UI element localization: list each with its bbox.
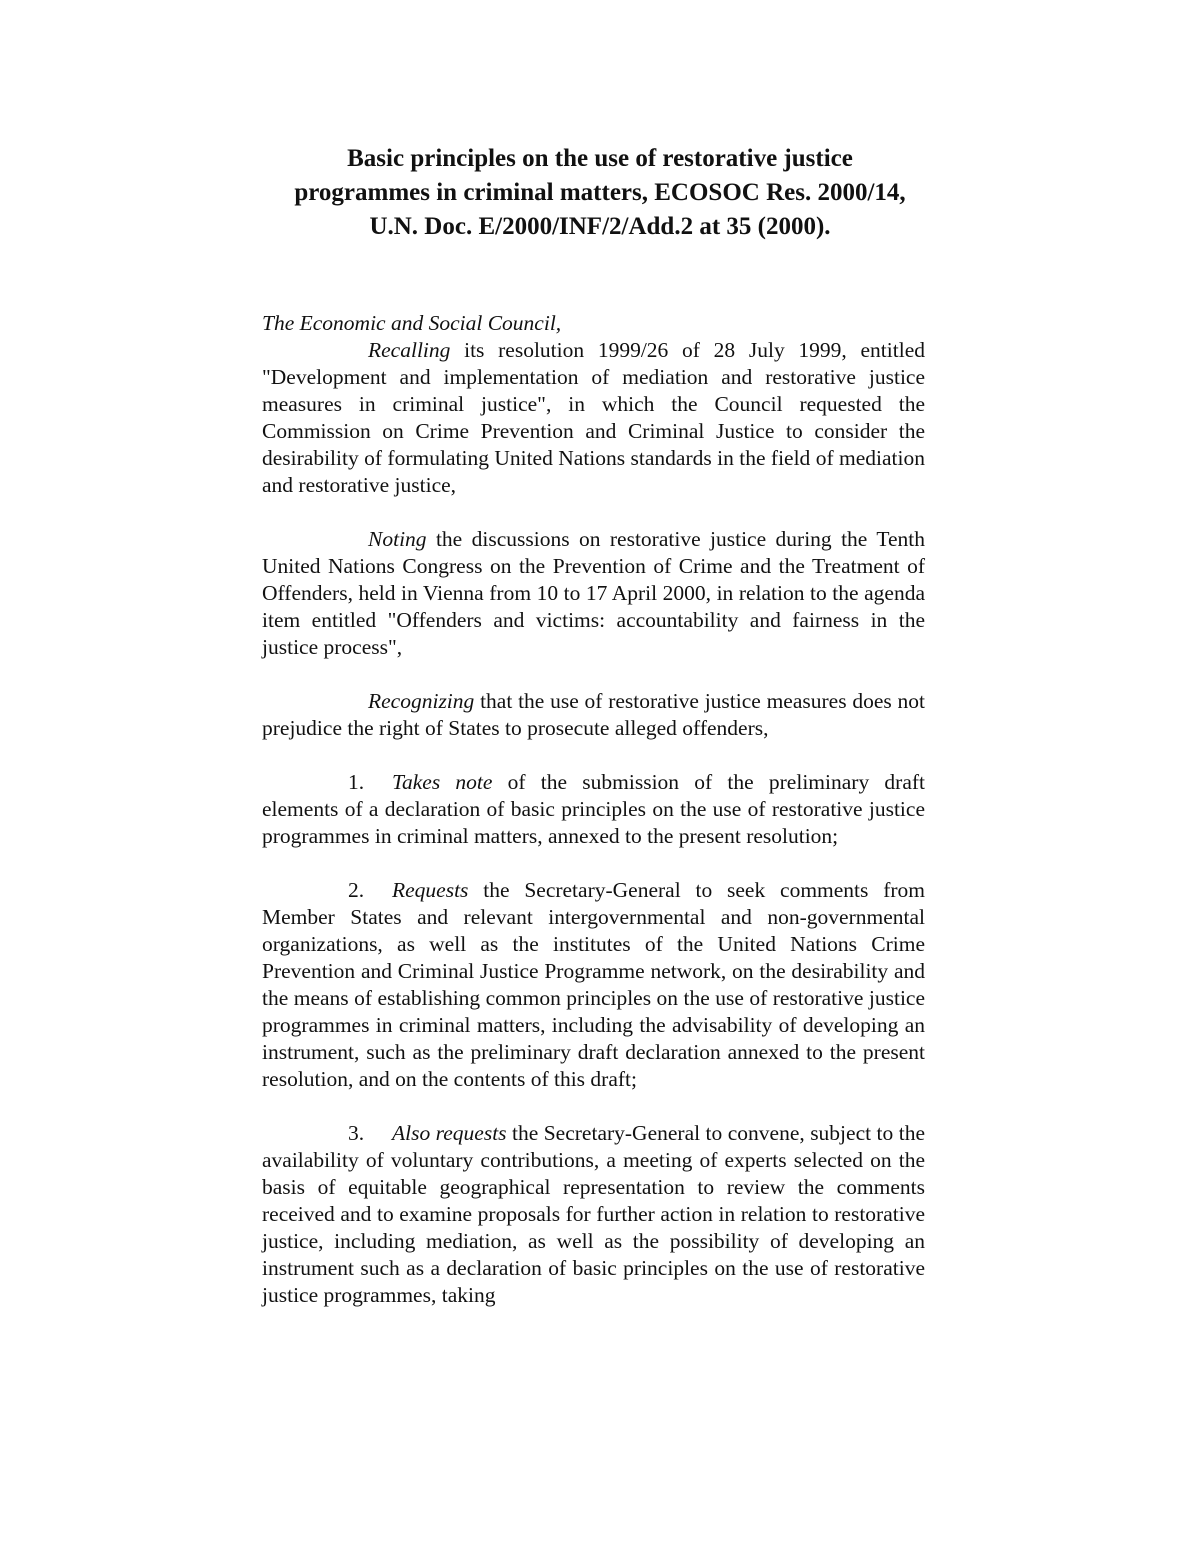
paragraph-number: 2. <box>348 878 365 902</box>
preamble-paragraph-recalling <box>262 337 925 499</box>
preamble-keyword: Recognizing <box>368 689 475 713</box>
operative-paragraph-1 <box>262 769 925 850</box>
operative-paragraph-2 <box>262 877 925 1093</box>
title-line: programmes in criminal matters, ECOSOC Res. 2000/14, <box>294 179 906 206</box>
paragraph-number: 1. <box>348 770 365 794</box>
operative-keyword: Also requests <box>392 1121 507 1145</box>
preamble-paragraph-recognizing <box>262 688 925 742</box>
operative-paragraph-3 <box>262 1120 925 1309</box>
operative-text: the Secretary-General to seek comments from Member States and relevant intergovernmental and non-governmental organizations, as well as the institutes of the United Nations Crime Prevention and Criminal Justice Programme network, on the desirability and the means of establishing common principles on the use of restorative justice programmes in criminal matters, including the advisability of developing an instrument, such as the preliminary draft declaration annexed to the present resolution, and on the contents of this draft; <box>262 878 925 1091</box>
operative-keyword: Takes note <box>392 770 493 794</box>
operative-keyword: Requests <box>392 878 469 902</box>
operative-text: of the submission of the preliminary draft elements of a declaration of basic principles on the use of restorative justice programmes in criminal matters, annexed to the present resolution; <box>262 770 926 848</box>
document-title <box>200 142 1000 244</box>
operative-text: the Secretary-General to convene, subject to the availability of voluntary contributions, a meeting of experts selected on the basis of equitable geographical representation to review the comments received and to examine proposals for further action in relation to restorative justice, including mediation, as well as the possibility of developing an instrument such as a declaration of basic principles on the use of restorative justice programmes, taking <box>262 1121 925 1307</box>
document-body <box>262 310 925 1309</box>
preamble-text: the discussions on restorative justice during the Tenth United Nations Congress on the Prevention of Crime and the Treatment of Offenders, held in Vienna from 10 to 17 April 2000, in relation to the agenda item entitled "Offenders and victims: accountability and fairness in the justice process", <box>262 527 925 659</box>
preamble-keyword: Recalling <box>368 338 451 362</box>
preamble-text: that the use of restorative justice measures does not prejudice the right of States to prosecute alleged offenders, <box>262 689 925 740</box>
preamble-text: its resolution 1999/26 of 28 July 1999, entitled "Development and implementation of mediation and restorative justice measures in criminal justice", in which the Council requested the Commission on Crime Prevention and Criminal Justice to consider the desirability of formulating United Nations standards in the field of mediation and restorative justice, <box>262 338 925 497</box>
council-heading: The Economic and Social Council, <box>262 311 562 335</box>
paragraph-number: 3. <box>348 1121 365 1145</box>
preamble-paragraph-noting <box>262 526 925 661</box>
title-line: Basic principles on the use of restorative justice <box>347 145 853 172</box>
preamble-keyword: Noting <box>368 527 427 551</box>
title-line: U.N. Doc. E/2000/INF/2/Add.2 at 35 (2000). <box>369 213 831 240</box>
